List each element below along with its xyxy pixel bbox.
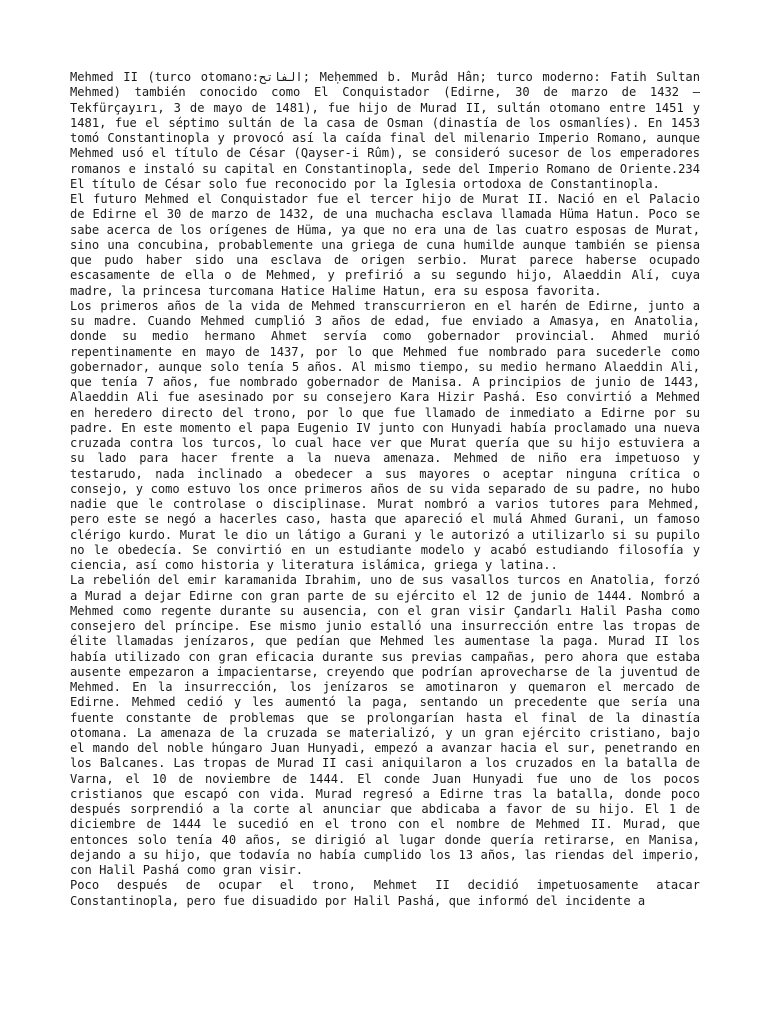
paragraph-regency: La rebelión del emir karamanida Ibrahim, uno de sus vasallos turcos en Anatolia, forzó a Murad a dejar Edirne con gran parte de su ejército el 12 de junio de 1444. Nombró a Mehmed como regente durante su ausencia, con el gran visir Çandarlı Halil Pasha como consejero del príncipe. Ese mismo junio estalló una insurrección entre las tropas de élite llamadas jenízaros, que pedían que Mehmed les aumentase la paga. Murad II los había utilizado con gran eficacia durante sus previas campañas, pero ahora que estaba ausente empezaron a impacientarse, creyendo que podrían aprovecharse de la juventud de Mehmed. En la insurrección, los jenízaros se amotinaron y quemaron el mercado de Edirne. Mehmed cedió y les aumentó la paga, sentando un precedente que sería una fuente constante de problemas que se prolongarían hasta el final de la dinastía otomana. La amenaza de la cruzada se materializó, y un gran ejército cristiano, bajo el mando del noble húngaro Juan Hunyadi, empezó a avanzar hacia el sur, penetrando en los Balcanes. Las tropas de Murad II casi aniquilaron a los cruzados en la batalla de Varna, el 10 de noviembre de 1444. El conde Juan Hunyadi fue uno de los pocos cristianos que escapó con vida. Murad regresó a Edirne tras la batalla, donde poco después sorprendió a la corte al anunciar que abdicaba a favor de su hijo. El 1 de diciembre de 1444 le sucedió en el trono con el nombre de Mehmed II. Murad, que entonces solo tenía 40 años, se dirigió al lugar donde quería retirarse, en Manisa, dejando a su hijo, que todavía no había cumplido los 13 años, las riendas del imperio, con Halil Pashá como gran visir. bbox=[70, 573, 700, 877]
paragraph-first-reign: Poco después de ocupar el trono, Mehmet II decidió impetuosamente atacar Constantinopla, pero fue disuadido por Halil Pashá, que informó del incidente a bbox=[70, 878, 700, 908]
paragraph-childhood: Los primeros años de la vida de Mehmed transcurrieron en el harén de Edirne, junto a su madre. Cuando Mehmed cumplió 3 años de edad, fue enviado a Amasya, en Anatolia, donde su medio hermano Ahmet servía como gobernador provincial. Ahmed murió repentinamente en mayo de 1437, por lo que Mehmed fue nombrado para sucederle como gobernador, aunque solo tenía 5 años. Al mismo tiempo, su medio hermano Alaeddin Ali, que tenía 7 años, fue nombrado gobernador de Manisa. A principios de junio de 1443, Alaeddin Ali fue asesinado por su consejero Kara Hizir Pashá. Eso convirtió a Mehmed en heredero directo del trono, por lo que fue llamado de inmediato a Edirne por su padre. En este momento el papa Eugenio IV junto con Hunyadi había proclamado una nueva cruzada contra los turcos, lo cual hace ver que Murat quería que su hijo estuviera a su lado para hacer frente a la nueva amenaza. Mehmed de niño era impetuoso y testarudo, nada inclinado a obedecer a sus mayores o aceptar ninguna crítica o consejo, y como estuvo los once primeros años de su vida separado de su padre, no hubo nadie que le controlase o disciplinase. Murat nombró a varios tutores para Mehmed, pero este se negó a hacerles caso, hasta que apareció el mulá Ahmed Gurani, un famoso clérigo kurdo. Murat le dio un látigo a Gurani y le autorizó a utilizarlo si su pupilo no le obedecía. Se convirtió en un estudiante modelo y acabó estudiando filosofía y ciencia, así como historia y literatura islámica, griega y latina.. bbox=[70, 298, 700, 572]
paragraph-early-life: El futuro Mehmed el Conquistador fue el tercer hijo de Murat II. Nació en el Palacio de Edirne el 30 de marzo de 1432, de una muchacha esclava llamada Hüma Hatun. Poco se sabe acerca de los orígenes de Hüma, ya que no era una de las cuatro esposas de Murat, sino una concubina, probablemente una griega de cuna humilde aunque también se piensa que pudo haber sido una esclava de origen serbio. Murat parece haberse ocupado escasamente de ella o de Mehmed, y prefirió a su segundo hijo, Alaeddin Alí, cuya madre, la princesa turcomana Hatice Halime Hatun, era su esposa favorita. bbox=[70, 192, 700, 298]
paragraph-intro: Mehmed II (turco otomano:الفاتح; Meḥemmed b. Murâd Hân; turco moderno: Fatih Sultan Mehmed) también conocido como El Conquistador (Edirne, 30 de marzo de 1432 — Tekfürçayırı, 3 de mayo de 1481), fue hijo de Murad II, sultán otomano entre 1451 y 1481, fue el séptimo sultán de la casa de Osman (dinastía de los osmanlíes). En 1453 tomó Constantinopla y provocó así la caída final del milenario Imperio Romano, aunque Mehmed usó el título de César (Qayser-i Rûm), se consideró sucesor de los emperadores romanos e instaló su capital en Constantinopla, sede del Imperio Romano de Oriente.234 El título de César solo fue reconocido por la Iglesia ortodoxa de Constantinopla. bbox=[70, 70, 700, 191]
document-page bbox=[70, 70, 700, 1024]
